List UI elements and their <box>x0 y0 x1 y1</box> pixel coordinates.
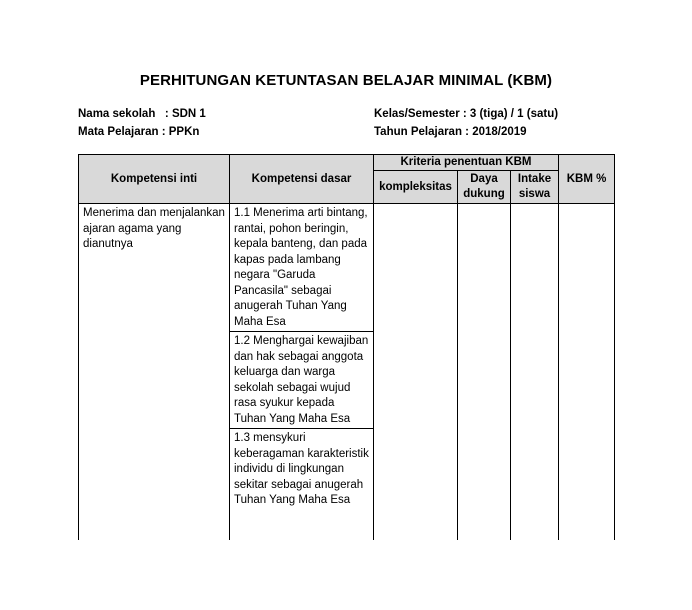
header-intake-siswa: Intake siswa <box>511 171 559 204</box>
header-kompetensi-dasar: Kompetensi dasar <box>230 155 374 204</box>
cell-kompetensi-inti: Menerima dan menjalankan ajaran agama yang dianutnya <box>79 204 230 540</box>
kd-item: 1.3 mensykuri keberagaman karakteristik individu di lingkungan sekitar sebagai anugerah Tuhan Yang Maha Esa <box>234 432 369 506</box>
nama-sekolah: Nama sekolah : SDN 1 <box>78 108 206 120</box>
table-row <box>79 204 615 540</box>
cell-intake-siswa <box>511 204 559 540</box>
header-kompleksitas: kompleksitas <box>374 171 458 204</box>
page-title: PERHITUNGAN KETUNTASAN BELAJAR MINIMAL (KBM) <box>139 72 553 89</box>
cell-kbm <box>559 204 615 540</box>
header-kompetensi-inti: Kompetensi inti <box>79 155 230 204</box>
kd-item: 1.1 Menerima arti bintang, rantai, pohon beringin, kepala banteng, dan pada kapas pada lambang negara "Garuda Pancasila" sebagai anugerah Tuhan Yang Maha Esa <box>230 204 373 332</box>
cell-daya-dukung <box>458 204 511 540</box>
tahun-pelajaran: Tahun Pelajaran : 2018/2019 <box>374 126 527 138</box>
cell-kompetensi-dasar <box>230 204 374 540</box>
header-kbm: KBM % <box>559 155 615 204</box>
header-kriteria: Kriteria penentuan KBM <box>374 155 559 171</box>
cell-kompleksitas <box>374 204 458 540</box>
kelas-semester: Kelas/Semester : 3 (tiga) / 1 (satu) <box>374 108 559 120</box>
mata-pelajaran: Mata Pelajaran : PPKn <box>78 126 200 138</box>
kbm-table <box>78 154 615 540</box>
header-daya-dukung: Daya dukung <box>458 171 511 204</box>
kd-item: 1.2 Menghargai kewajiban dan hak sebagai anggota keluarga dan warga sekolah sebagai wujud rasa syukur kepada Tuhan Yang Maha Esa <box>230 332 373 429</box>
